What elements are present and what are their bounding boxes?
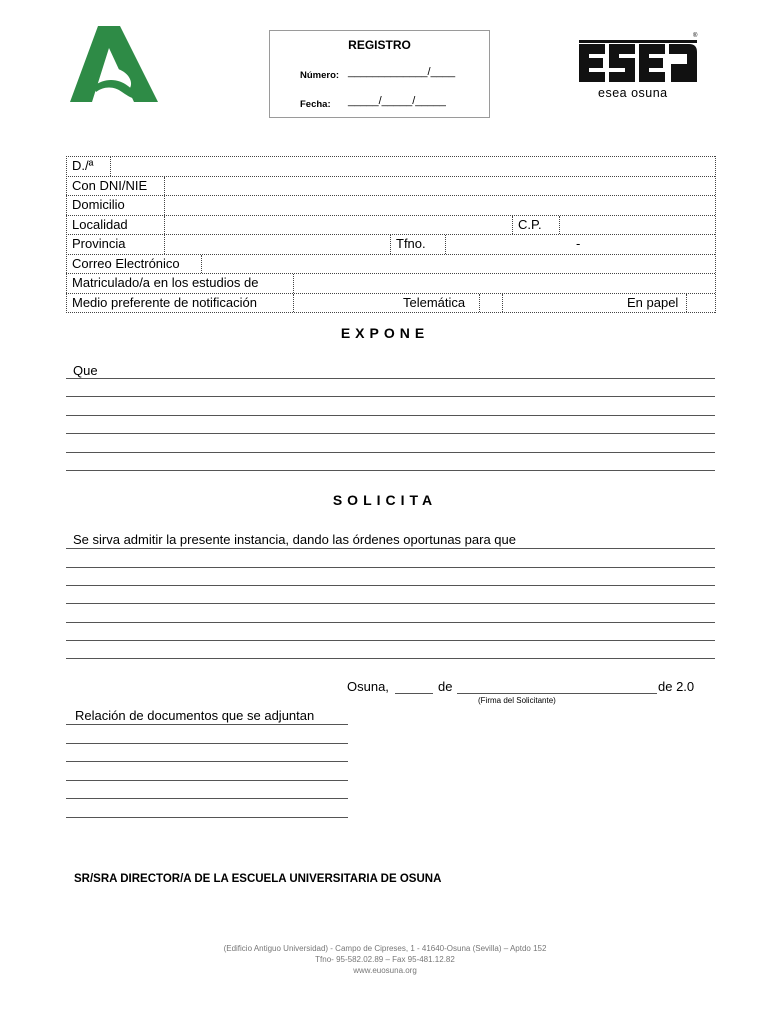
label-domicilio: Domicilio (72, 197, 125, 212)
solicita-title: SOLICITA (332, 492, 438, 508)
month-blank (457, 693, 657, 694)
expone-line-5 (66, 452, 715, 453)
table-right-border (715, 156, 716, 313)
solicita-line-5 (66, 622, 715, 623)
tfno-separator: - (576, 236, 581, 251)
label-tfno: Tfno. (396, 236, 426, 251)
label-d: D./ª (72, 158, 94, 173)
expone-lead: Que (73, 363, 98, 378)
row-matriculado (66, 273, 715, 293)
solicita-line-3 (66, 585, 715, 586)
expone-line-1 (66, 378, 715, 379)
registro-title: REGISTRO (348, 38, 411, 52)
row-correo (66, 254, 715, 274)
footer-phone: Tfno- 95-582.02.89 – Fax 95-481.12.82 (315, 955, 455, 964)
solicita-line-7 (66, 658, 715, 659)
doc-line-6 (66, 817, 348, 818)
doc-line-1 (66, 724, 348, 725)
row-dni (66, 176, 715, 196)
row-d (66, 156, 715, 176)
junta-andalucia-logo (68, 24, 160, 106)
numero-field: _____________/____ (348, 66, 456, 78)
solicita-line-1 (66, 548, 715, 549)
documentos-title: Relación de documentos que se adjuntan (75, 708, 315, 723)
footer (0, 943, 770, 976)
registered-mark: ® (693, 33, 698, 39)
addressee: SR/SRA DIRECTOR/A DE LA ESCUELA UNIVERSITARIA DE OSUNA (74, 873, 442, 885)
expone-line-6 (66, 470, 715, 471)
label-localidad: Localidad (72, 216, 128, 232)
solicita-line-6 (66, 640, 715, 641)
solicita-line-4 (66, 603, 715, 604)
fecha-field: _____/_____/_____ (348, 95, 446, 107)
label-medio: Medio preferente de notificación (72, 294, 258, 310)
label-cp: C.P. (518, 216, 542, 232)
expone-line-4 (66, 433, 715, 434)
expone-line-3 (66, 415, 715, 416)
row-localidad (66, 215, 715, 235)
label-matriculado: Matriculado/a en los estudios de (72, 275, 259, 290)
personal-data-table (66, 156, 715, 313)
expone-line-2 (66, 396, 715, 397)
footer-web: www.euosuna.org (353, 966, 417, 975)
doc-line-4 (66, 780, 348, 781)
numero-label: Número: (300, 70, 340, 81)
firma-caption: (Firma del Solicitante) (478, 696, 556, 705)
doc-line-3 (66, 761, 348, 762)
solicita-lead: Se sirva admitir la presente instancia, dando las órdenes oportunas para que (73, 532, 516, 547)
doc-line-5 (66, 798, 348, 799)
day-blank (395, 693, 433, 694)
row-provincia (66, 234, 715, 254)
row-domicilio (66, 195, 715, 215)
expone-title: EXPONE (340, 325, 430, 341)
doc-line-2 (66, 743, 348, 744)
label-provincia: Provincia (72, 236, 126, 251)
esea-logo-text: esea osuna (598, 86, 668, 100)
label-correo: Correo Electrónico (72, 255, 180, 271)
fecha-label: Fecha: (300, 99, 331, 110)
solicita-line-2 (66, 567, 715, 568)
label-telematica: Telemática (403, 294, 466, 310)
osuna-label: Osuna, (347, 679, 389, 694)
label-en-papel: En papel (627, 294, 679, 310)
label-dni: Con DNI/NIE (72, 177, 148, 193)
year-label: de 2.0 (658, 679, 695, 694)
footer-address: (Edificio Antiguo Universidad) - Campo de Cipreses, 1 - 41640-Osuna (Sevilla) – Aptdo 152 (223, 944, 547, 953)
row-medio (66, 293, 715, 314)
de-label: de (438, 679, 453, 694)
registro-box (269, 30, 490, 118)
